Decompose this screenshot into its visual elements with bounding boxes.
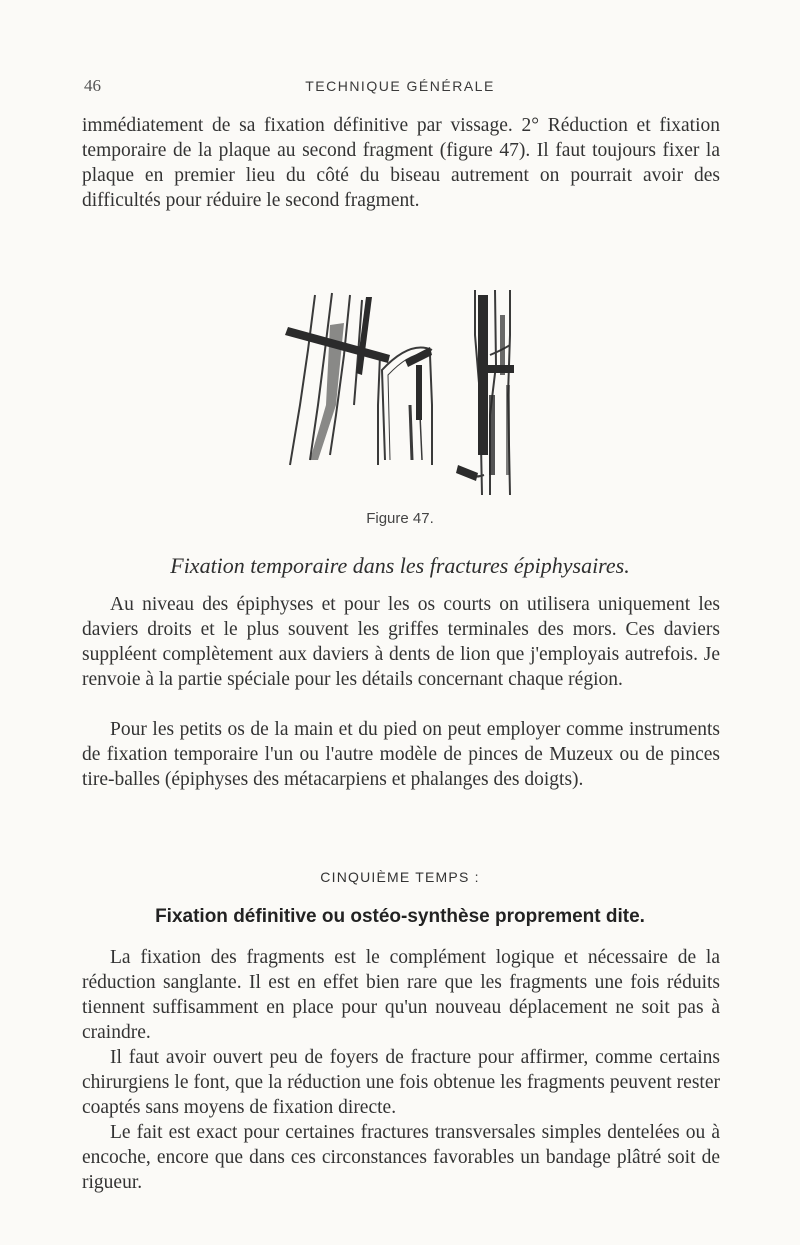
step-heading: CINQUIÈME TEMPS : — [320, 869, 480, 885]
section-heading-italic: Fixation temporaire dans les fractures épiphysaires. — [170, 553, 630, 578]
paragraph-1: immédiatement de sa fixation définitive par vissage. 2° Réduction et fixation temporaire de la plaque au second fragment (figure 47). Il faut toujours fixer la plaque en premier lieu du côté du biseau autrement on pourrait avoir des difficultés pour réduire le second fragment. — [82, 115, 720, 211]
figure-47-illustration — [270, 255, 530, 505]
paragraph-4: La fixation des fragments est le complément logique et nécessaire de la réduction sanglante. Il est en effet bien rare que les fragments une fois réduits tiennent suffisamment en place pour qu'un nouveau déplacement ne soit pas à craindre. — [82, 947, 720, 1043]
right-plate-drawing — [456, 295, 514, 481]
paragraph-6: Le fait est exact pour certaines fractures transversales simples dentelées ou à encoche, encore que dans ces circonstances favorables un bandage plâtré soit de rigueur. — [82, 1122, 720, 1193]
section-heading-bold: Fixation définitive ou ostéo-synthèse proprement dite. — [155, 906, 645, 927]
paragraph-2: Au niveau des épiphyses et pour les os courts on utilisera uniquement les daviers droits et le plus souvent les griffes terminales des mors. Ces daviers suppléent complètement aux daviers à dents de lion que j'employais autrefois. Je renvoie à la partie spéciale pour les détails concernant chaque région. — [82, 594, 720, 690]
paragraph-5: Il faut avoir ouvert peu de foyers de fracture pour affirmer, comme certains chirurgiens le font, que la réduction une fois obtenue les fragments peuvent rester coaptés sans moyens de fixation directe. — [82, 1047, 720, 1118]
paragraph-3: Pour les petits os de la main et du pied on peut employer comme instruments de fixation temporaire l'un ou l'autre modèle de pinces de Muzeux ou de pinces tire-balles (épiphyses des métacarpiens et phalanges des doigts). — [82, 719, 720, 790]
running-head: TECHNIQUE GÉNÉRALE — [305, 78, 495, 94]
page-number: 46 — [84, 76, 101, 95]
left-bone-drawing — [290, 293, 432, 465]
figure-caption: Figure 47. — [366, 510, 434, 527]
